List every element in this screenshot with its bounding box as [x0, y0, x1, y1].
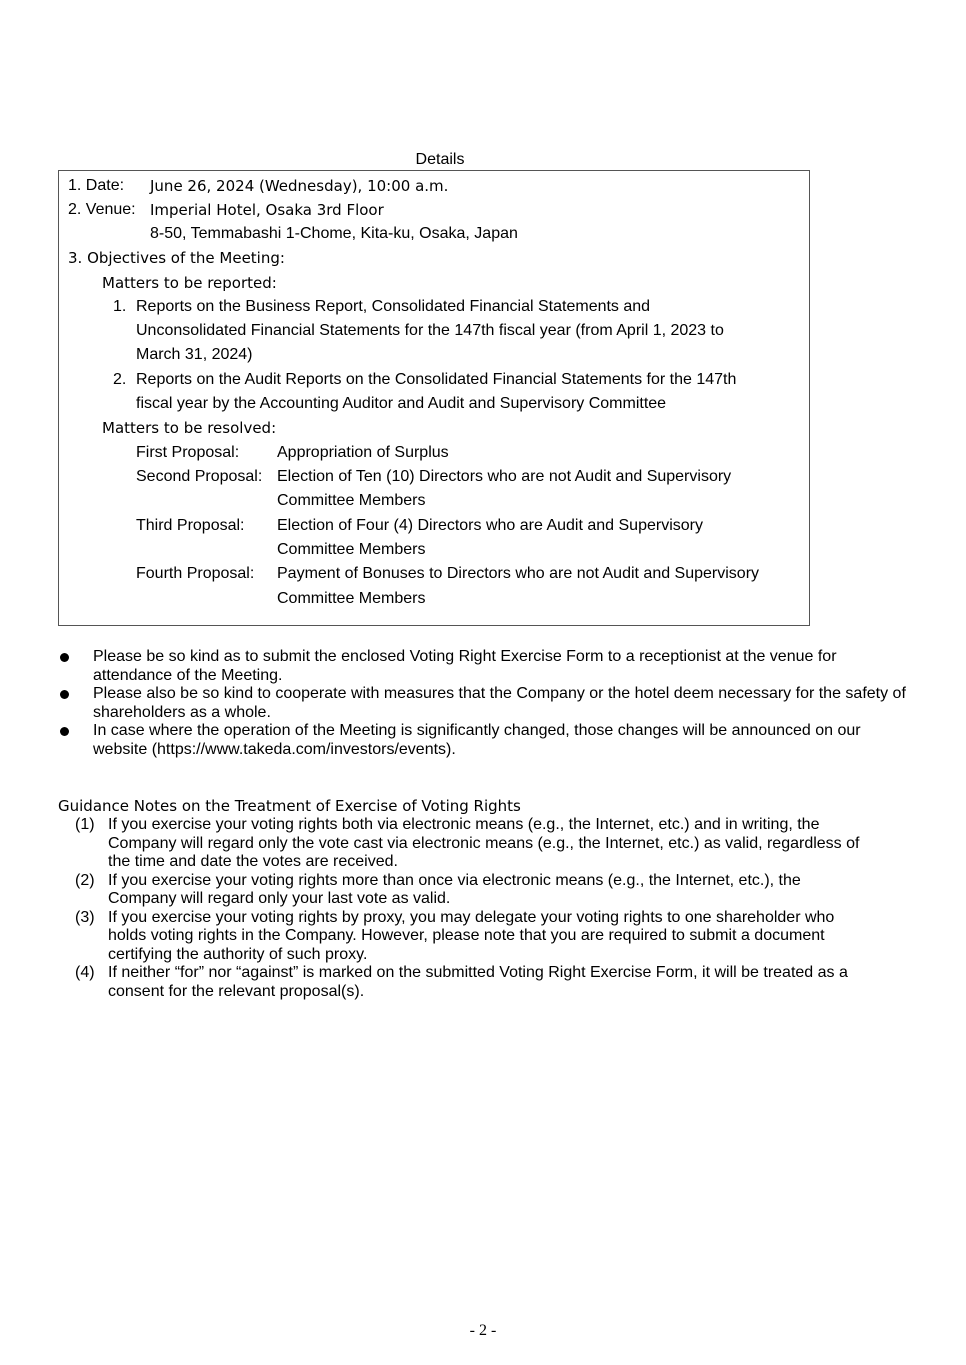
proposal-label: First Proposal: — [136, 444, 240, 461]
reported-heading: Matters to be reported: — [102, 274, 277, 292]
proposal-text: Committee Members — [277, 492, 426, 509]
proposal-text: Payment of Bonuses to Directors who are not Audit and Supervisory — [277, 565, 760, 582]
notice-bullet — [58, 685, 908, 722]
date-value: June 26, 2024 (Wednesday), 10:00 a.m. — [150, 177, 449, 195]
guidance-heading: Guidance Notes on the Treatment of Exercise of Voting Rights — [58, 797, 521, 815]
notice-bullet-text: Please also be so kind to cooperate with measures that the Company or the hotel deem necessary for the safety of shareholders as a whole. — [93, 685, 906, 721]
reported-item-line: Reports on the Audit Reports on the Consolidated Financial Statements for the 147th — [136, 371, 737, 388]
resolved-heading: Matters to be resolved: — [102, 419, 277, 437]
proposal-text: Committee Members — [277, 590, 426, 607]
guidance-note-number: (2) — [75, 871, 95, 889]
details-box — [58, 170, 810, 626]
proposal-label: Second Proposal: — [136, 468, 263, 485]
guidance-note-list — [58, 816, 868, 1001]
proposal-label: Third Proposal: — [136, 517, 245, 534]
guidance-note-number: (4) — [75, 964, 95, 981]
page-number: - 2 - — [469, 1322, 497, 1339]
notice-bullet — [58, 722, 908, 759]
notice-bullet-text: Please be so kind as to submit the enclosed Voting Right Exercise Form to a receptionist at the venue for attendance of the Meeting. — [93, 648, 837, 684]
date-label: 1. Date: — [68, 177, 125, 194]
notice-bullet — [58, 648, 908, 685]
reported-item-line: Reports on the Business Report, Consolidated Financial Statements and — [136, 298, 651, 315]
reported-item-number: 1. — [113, 298, 127, 315]
guidance-note-text: If you exercise your voting rights more than once via electronic means (e.g., the Internet, etc.), the Company will regard only your last vote as valid. — [108, 871, 801, 907]
guidance-note-text: If you exercise your voting rights by proxy, you may delegate your voting rights to one shareholder who holds voting rights in the Company. However, please note that you are required to submit a document certifying the authority of such proxy. — [108, 908, 835, 963]
bullet-icon — [60, 690, 69, 699]
proposal-text: Election of Ten (10) Directors who are not Audit and Supervisory — [277, 468, 732, 485]
venue-line-2: 8-50, Temmabashi 1-Chome, Kita-ku, Osaka, Japan — [150, 225, 518, 242]
proposal-text: Election of Four (4) Directors who are Audit and Supervisory — [277, 517, 703, 534]
reported-item-number: 2. — [113, 371, 127, 388]
guidance-note — [58, 872, 868, 909]
venue-line-1: Imperial Hotel, Osaka 3rd Floor — [150, 201, 384, 219]
objectives-label: 3. Objectives of the Meeting: — [68, 249, 285, 267]
details-title: Details — [415, 151, 465, 168]
guidance-note-number: (3) — [75, 908, 95, 926]
venue-label: 2. Venue: — [68, 201, 136, 218]
reported-item-line: March 31, 2024) — [136, 346, 253, 363]
bullet-icon — [60, 653, 69, 662]
reported-item-line: fiscal year by the Accounting Auditor and Audit and Supervisory Committee — [136, 395, 667, 412]
reported-item-line: Unconsolidated Financial Statements for the 147th fiscal year (from April 1, 2023 to — [136, 322, 724, 339]
proposal-text: Committee Members — [277, 541, 426, 558]
notice-bullet-text: In case where the operation of the Meeting is significantly changed, those changes will be announced on our website (https://www.takeda.com/investors/events). — [93, 722, 861, 758]
guidance-note-text: If neither “for” nor “against” is marked on the submitted Voting Right Exercise Form, it will be treated as a consent for the relevant proposal(s). — [108, 964, 848, 1000]
guidance-note — [58, 816, 868, 872]
proposal-text: Appropriation of Surplus — [277, 444, 449, 461]
proposal-label: Fourth Proposal: — [136, 565, 255, 582]
guidance-note — [58, 964, 868, 1001]
guidance-note-text: If you exercise your voting rights both via electronic means (e.g., the Internet, etc.) and in writing, the Company will regard only the vote cast via electronic means (e.g., the Internet, etc.) as valid, regardless of the time and date the votes are received. — [108, 816, 860, 870]
bullet-icon — [60, 727, 69, 736]
notice-bullet-list — [58, 648, 908, 759]
guidance-note-number: (1) — [75, 816, 95, 833]
guidance-note — [58, 909, 868, 965]
